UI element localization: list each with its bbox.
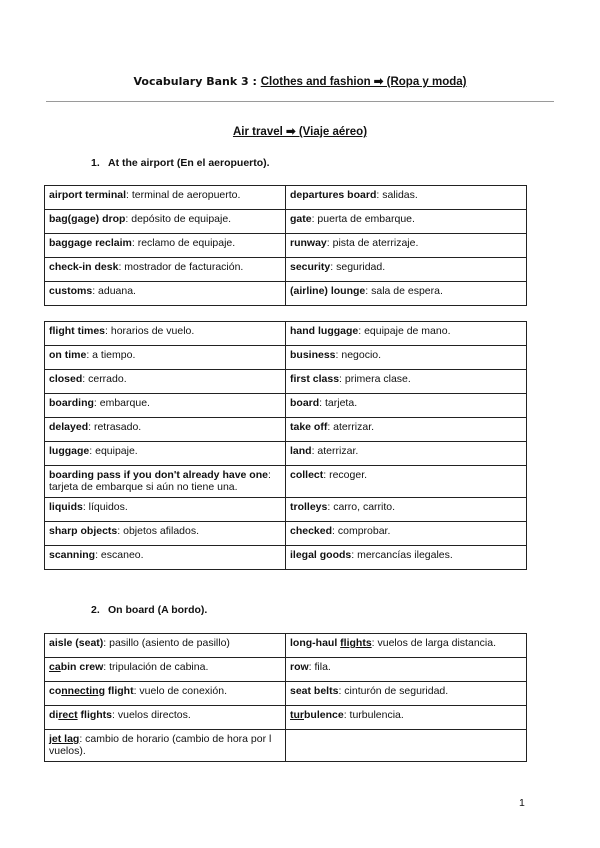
vocab-cell-empty — [286, 730, 527, 762]
vocab-cell — [45, 186, 286, 210]
vocab-cell — [45, 442, 286, 466]
vocab-cell — [45, 546, 286, 570]
vocab-definition: : tarjeta de embarque si aún no tiene una. — [49, 469, 271, 493]
vocab-cell — [286, 394, 527, 418]
vocab-definition: : cinturón de seguridad. — [338, 685, 449, 697]
section-label: At the airport (En el aeropuerto). — [108, 157, 270, 169]
vocab-term-stress: ca — [49, 661, 61, 673]
vocab-cell — [286, 234, 527, 258]
table-row — [45, 658, 527, 682]
vocab-table-airport — [44, 185, 527, 306]
vocab-cell — [45, 370, 286, 394]
vocab-definition: : cerrado. — [82, 373, 127, 385]
vocab-term-stress: flights — [340, 637, 372, 649]
table-row — [45, 186, 527, 210]
vocab-term: customs — [49, 285, 93, 297]
vocab-cell — [286, 634, 527, 658]
table-row — [45, 682, 527, 706]
vocab-cell — [286, 282, 527, 306]
vocab-term: scanning — [49, 549, 96, 561]
vocab-term: boarding — [49, 397, 94, 409]
vocab-definition: : vuelo de conexión. — [133, 685, 227, 697]
vocab-definition: : reclamo de equipaje. — [131, 237, 236, 249]
table-row — [45, 706, 527, 730]
vocab-definition: : fila. — [308, 661, 331, 673]
vocab-definition: : equipaje de mano. — [358, 325, 451, 337]
header-topic: Clothes and fashion ➡ (Ropa y moda) — [260, 76, 467, 88]
vocab-term: flights — [77, 709, 113, 721]
vocab-term-stress: rect — [58, 709, 78, 721]
vocab-definition: : pista de aterrizaje. — [326, 237, 419, 249]
vocab-definition: : líquidos. — [82, 501, 128, 513]
vocab-term: (airline) lounge — [290, 285, 366, 297]
vocab-cell — [45, 522, 286, 546]
vocab-term-stress: tur — [290, 709, 304, 721]
vocab-cell — [45, 498, 286, 522]
vocab-definition: : puerta de embarque. — [311, 213, 415, 225]
table-row — [45, 730, 527, 762]
vocab-cell — [286, 682, 527, 706]
vocab-definition: : equipaje. — [89, 445, 138, 457]
vocab-cell — [286, 258, 527, 282]
vocab-term: collect — [290, 469, 324, 481]
vocab-term: hand luggage — [290, 325, 359, 337]
table-row — [45, 546, 527, 570]
table-row — [45, 394, 527, 418]
vocab-term: luggage — [49, 445, 90, 457]
vocab-cell — [45, 394, 286, 418]
vocab-definition: : embarque. — [93, 397, 150, 409]
vocab-cell — [286, 442, 527, 466]
vocab-term: liquids — [49, 501, 83, 513]
vocab-term: bulence — [304, 709, 344, 721]
section-number: 2. — [91, 604, 100, 616]
vocab-cell — [45, 346, 286, 370]
vocab-term: di — [49, 709, 59, 721]
vocab-definition: : a tiempo. — [86, 349, 136, 361]
vocab-term: delayed — [49, 421, 89, 433]
vocab-cell — [286, 346, 527, 370]
vocab-cell — [45, 322, 286, 346]
table-row — [45, 634, 527, 658]
vocab-definition: : negocio. — [335, 349, 382, 361]
vocab-cell — [45, 466, 286, 498]
table-row — [45, 522, 527, 546]
table-row — [45, 442, 527, 466]
vocab-term: security — [290, 261, 331, 273]
vocab-definition: : salidas. — [376, 189, 418, 201]
table-row — [45, 346, 527, 370]
vocab-term: row — [290, 661, 309, 673]
vocab-definition: : sala de espera. — [365, 285, 443, 297]
vocab-definition: : cambio de horario (cambio de hora por l vuelos). — [49, 733, 272, 757]
vocab-term: bin crew — [60, 661, 104, 673]
vocab-definition: : aduana. — [92, 285, 136, 297]
vocab-table-airport-more — [44, 321, 527, 570]
document-header — [0, 74, 600, 88]
vocab-definition: : pasillo (asiento de pasillo) — [103, 637, 230, 649]
header-prefix: Vocabulary Bank 3 : — [133, 75, 261, 88]
vocab-cell — [45, 730, 286, 762]
vocab-cell — [286, 546, 527, 570]
vocab-definition: : mostrador de facturación. — [118, 261, 244, 273]
vocab-term-stress: jet lag — [49, 733, 80, 745]
table-row — [45, 282, 527, 306]
vocab-definition: : horarios de vuelo. — [105, 325, 195, 337]
vocab-term: co — [49, 685, 62, 697]
vocab-definition: : carro, carrito. — [327, 501, 396, 513]
vocab-term-stress: nnecting — [61, 685, 106, 697]
vocab-cell — [45, 634, 286, 658]
vocab-cell — [286, 706, 527, 730]
vocab-term: gate — [290, 213, 312, 225]
vocab-term: seat belts — [290, 685, 339, 697]
vocab-term: trolleys — [290, 501, 328, 513]
table-row — [45, 370, 527, 394]
table-row — [45, 466, 527, 498]
vocab-term: flight — [105, 685, 134, 697]
vocab-table-body — [45, 186, 527, 306]
vocab-definition: : escaneo. — [95, 549, 144, 561]
vocab-cell — [45, 234, 286, 258]
vocab-cell — [286, 418, 527, 442]
vocab-term: runway — [290, 237, 327, 249]
vocab-cell — [286, 322, 527, 346]
vocab-term: bag(gage) drop — [49, 213, 126, 225]
table-row — [45, 234, 527, 258]
vocab-definition: : primera clase. — [339, 373, 411, 385]
section-heading-onboard — [91, 604, 207, 616]
vocab-cell — [45, 658, 286, 682]
vocab-cell — [45, 418, 286, 442]
vocab-term: aisle (seat) — [49, 637, 104, 649]
vocab-term: business — [290, 349, 336, 361]
vocab-cell — [286, 522, 527, 546]
vocab-term: board — [290, 397, 320, 409]
vocab-cell — [45, 258, 286, 282]
table-row — [45, 210, 527, 234]
vocab-definition: : terminal de aeropuerto. — [126, 189, 241, 201]
vocab-definition: : tripulación de cabina. — [103, 661, 209, 673]
vocab-term: closed — [49, 373, 83, 385]
vocab-cell — [286, 186, 527, 210]
table-row — [45, 418, 527, 442]
vocab-definition: : tarjeta. — [319, 397, 358, 409]
table-row — [45, 322, 527, 346]
vocab-definition: : retrasado. — [88, 421, 142, 433]
vocab-definition: : seguridad. — [330, 261, 386, 273]
vocab-definition: : objetos afilados. — [117, 525, 199, 537]
vocab-term: airport terminal — [49, 189, 127, 201]
page-number: 1 — [519, 797, 525, 809]
vocab-term: first class — [290, 373, 340, 385]
vocab-definition: : vuelos directos. — [112, 709, 191, 721]
vocab-definition: : comprobar. — [332, 525, 391, 537]
vocab-term: land — [290, 445, 312, 457]
vocab-term: take off — [290, 421, 328, 433]
vocab-cell — [45, 210, 286, 234]
header-divider — [46, 101, 554, 102]
vocab-table-onboard — [44, 633, 527, 762]
vocab-definition: : mercancías ilegales. — [351, 549, 453, 561]
vocab-term: sharp objects — [49, 525, 118, 537]
vocab-term: flight times — [49, 325, 106, 337]
vocab-cell — [45, 282, 286, 306]
vocab-term: checked — [290, 525, 333, 537]
vocab-term: baggage reclaim — [49, 237, 132, 249]
vocab-cell — [45, 706, 286, 730]
section-number: 1. — [91, 157, 100, 169]
vocab-term: check-in desk — [49, 261, 119, 273]
vocab-term: ilegal goods — [290, 549, 352, 561]
vocab-term: on time — [49, 349, 87, 361]
table-row — [45, 258, 527, 282]
vocab-cell — [286, 210, 527, 234]
vocab-definition: : aterrizar. — [327, 421, 375, 433]
vocab-cell — [286, 498, 527, 522]
vocab-cell — [286, 466, 527, 498]
vocab-cell — [45, 682, 286, 706]
vocab-definition: : vuelos de larga distancia. — [371, 637, 496, 649]
vocab-term: departures board — [290, 189, 377, 201]
vocab-cell — [286, 370, 527, 394]
table-row — [45, 498, 527, 522]
vocab-term: boarding pass if you don't already have one — [49, 469, 268, 481]
vocab-term: long-haul — [290, 637, 341, 649]
vocab-definition: : turbulencia. — [343, 709, 404, 721]
section-heading-airport — [91, 157, 270, 169]
vocab-definition: : aterrizar. — [311, 445, 359, 457]
vocab-definition: : recoger. — [323, 469, 368, 481]
vocab-cell — [286, 658, 527, 682]
vocab-table-body — [45, 322, 527, 570]
section-label: On board (A bordo). — [108, 604, 208, 616]
vocab-definition: : depósito de equipaje. — [125, 213, 232, 225]
page-title: Air travel ➡ (Viaje aéreo) — [232, 126, 368, 138]
